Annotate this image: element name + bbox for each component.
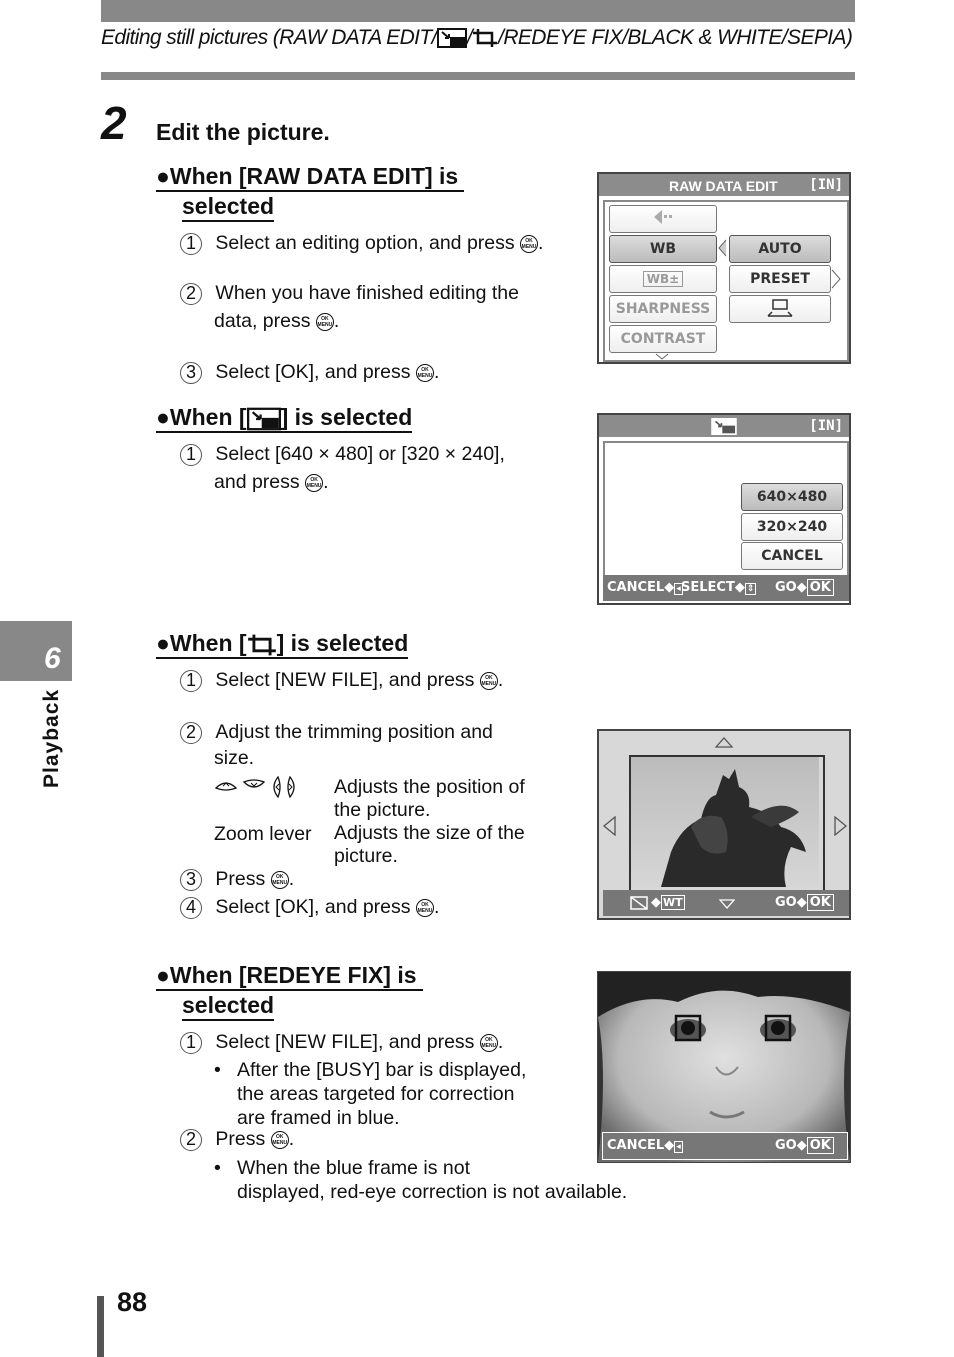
option-cancel[interactable]: CANCEL (741, 542, 843, 570)
trim-box-icon (629, 895, 649, 911)
raw-edit-screen (597, 172, 851, 364)
preset-button[interactable]: PRESET (729, 265, 831, 293)
ok-button-icon: OK MENU (480, 1034, 498, 1052)
cancel-label: CANCEL (607, 580, 665, 595)
left-key-icon: ◂ (676, 584, 681, 594)
trim-frame[interactable] (629, 755, 825, 893)
trim-heading-pre: When [ (169, 630, 247, 656)
trim-screen-bottombar (603, 890, 849, 916)
go-hint: GO◆ OK (775, 895, 834, 910)
resize-item-1-cont: and press OK MENU. (214, 471, 329, 493)
redeye-bullet1-line3: are framed in blue. (237, 1107, 400, 1129)
redeye-heading-2 (182, 992, 274, 1019)
ok-badge: OK (807, 579, 834, 596)
trim-item-2 (180, 720, 493, 745)
raw-item-2 (180, 281, 519, 306)
resize-icon (437, 28, 467, 48)
redeye-item-2-text: Press (215, 1128, 266, 1150)
cancel-label: CANCEL (607, 1138, 665, 1153)
header-title-pre: Editing still pictures (RAW DATA EDIT/ (101, 26, 437, 49)
trim-item-4: 4 Select [OK], and press OK MENU. (180, 895, 439, 920)
item-number: 4 (180, 897, 202, 919)
item-number: 1 (180, 1032, 202, 1054)
bullet-dot: ● (156, 962, 170, 988)
arrow-right-icon (834, 816, 848, 836)
trim-desc1-line2: the picture. (334, 799, 431, 821)
updown-key-icon: ⇕ (746, 584, 755, 594)
raw-heading-line2: selected (182, 193, 274, 222)
contrast-button[interactable]: CONTRAST (609, 325, 717, 353)
ok-badge: OK (807, 894, 834, 911)
page-number-bar (97, 1296, 104, 1357)
raw-item-3-text: Select [OK], and press (215, 361, 411, 383)
redeye-bullet-1-text (237, 1058, 526, 1130)
resize-item-1 (180, 442, 505, 467)
trim-item-3: 3 Press OK MENU. (180, 867, 294, 892)
arrow-left-icon (602, 816, 616, 836)
raw-item-2-text2: data, press (214, 310, 311, 332)
ok-button-icon: OK MENU (305, 474, 323, 492)
arrow-down-icon (655, 353, 669, 360)
wt-label: WT (663, 896, 683, 909)
select-hint: SELECT◆ ⇕ (681, 580, 755, 595)
redeye-item-1: 1 Select [NEW FILE], and press OK MENU. (180, 1030, 503, 1055)
page-number: 88 (117, 1287, 148, 1317)
custom-wb-button[interactable] (729, 295, 831, 323)
resize-heading-post: ] is selected (280, 404, 413, 430)
ok-button-icon: OK MENU (416, 899, 434, 917)
raw-item-3: 3 Select [OK], and press OK MENU. (180, 360, 439, 385)
trim-icon (247, 633, 277, 657)
redeye-bullet-2-text (237, 1156, 627, 1204)
raw-edit-icon (648, 206, 678, 228)
trim-heading (156, 630, 408, 657)
raw-heading (156, 163, 464, 190)
resize-icon (247, 407, 281, 431)
resize-screen (597, 413, 851, 605)
trim-desc2-line1: Adjusts the size of the (334, 822, 525, 844)
redeye-screen-bottombar (602, 1132, 848, 1160)
go-label: GO (775, 580, 797, 595)
resize-item-1-text2: and press (214, 471, 300, 493)
raw-item-1: 1 Select an editing option, and press OK MENU. (180, 231, 543, 256)
header-title-mid: / (466, 26, 473, 49)
ok-button-icon: OK MENU (271, 871, 289, 889)
step-number: 2 (101, 97, 127, 149)
bullet-mark: • (214, 1059, 221, 1081)
wb-adjust-button[interactable] (609, 265, 717, 293)
trim-desc2-line2: picture. (334, 845, 398, 867)
trim-item-2-text1: Adjust the trimming position and (215, 721, 493, 743)
redeye-item-2: 2 Press OK MENU. (180, 1127, 294, 1152)
cancel-hint: CANCEL◆ ◂ (607, 580, 681, 595)
redeye-item-1-text: Select [NEW FILE], and press (215, 1031, 475, 1053)
go-hint: GO◆ OK (775, 580, 834, 595)
resize-heading (156, 404, 412, 431)
trim-item-2-text2: size. (214, 747, 255, 769)
trim-screen (597, 729, 851, 920)
option-640x480[interactable]: 640×480 (741, 483, 843, 511)
ok-badge: OK (807, 1137, 834, 1154)
raw-screen-titlebar (599, 174, 849, 196)
ok-button-icon: OK MENU (416, 364, 434, 382)
trim-item-3-text: Press (215, 868, 266, 890)
wb-adjust-label: WB± (643, 271, 683, 287)
raw-heading-2 (182, 193, 274, 220)
trim-icon (472, 28, 498, 48)
go-label: GO (775, 1138, 797, 1153)
memory-indicator: [IN] (809, 177, 843, 193)
redeye-bullet-1 (214, 1058, 221, 1083)
ok-button-icon: OK MENU (480, 672, 498, 690)
bullet-dot: ● (156, 630, 170, 656)
auto-button[interactable]: AUTO (729, 235, 831, 263)
header-rule (101, 72, 855, 80)
arrow-right-icon (831, 268, 841, 290)
trim-item-4-text: Select [OK], and press (215, 896, 411, 918)
bullet-dot: ● (156, 404, 170, 430)
ok-button-icon: OK MENU (520, 235, 538, 253)
arrow-left-icon (717, 238, 727, 258)
option-320x240[interactable]: 320×240 (741, 513, 843, 541)
raw-item-2-text1: When you have finished editing the (215, 282, 519, 304)
trim-item-1-text: Select [NEW FILE], and press (215, 669, 475, 691)
redeye-heading-line1: When [REDEYE FIX] is (169, 962, 417, 988)
redeye-heading (156, 962, 423, 989)
go-hint: GO◆ OK (775, 1138, 834, 1153)
item-number: 2 (180, 722, 202, 744)
header-title-post: /REDEYE FIX/BLACK & WHITE/SEPIA) (498, 26, 853, 49)
resize-screen-bottombar (603, 575, 849, 601)
bullet-mark: • (214, 1157, 221, 1179)
raw-icon-button[interactable] (609, 205, 717, 233)
select-label: SELECT (681, 580, 735, 595)
cancel-hint: CANCEL◆ ◂ (607, 1138, 681, 1153)
chapter-tab (0, 621, 72, 681)
redeye-bullet2-line1: When the blue frame is not (237, 1157, 471, 1179)
chapter-label (30, 690, 80, 790)
arrow-up-icon (715, 736, 733, 748)
resize-icon (711, 418, 737, 435)
item-number: 3 (180, 869, 202, 891)
zoom-lever-label: Zoom lever (214, 823, 312, 845)
header-title (101, 26, 861, 50)
item-number: 2 (180, 1129, 202, 1151)
sharpness-button[interactable]: SHARPNESS (609, 295, 717, 323)
trim-desc1-line1: Adjusts the position of (334, 776, 525, 798)
redeye-bullet1-line2: the areas targeted for correction (237, 1083, 515, 1105)
statue-photo (631, 757, 819, 887)
resize-screen-titlebar (599, 415, 849, 437)
ok-button-icon: OK MENU (316, 313, 334, 331)
item-number: 1 (180, 444, 202, 466)
header-bar (101, 0, 855, 22)
redeye-bullet1-line1: After the [BUSY] bar is displayed, (237, 1059, 527, 1081)
wb-button[interactable]: WB (609, 235, 717, 263)
custom-wb-icon (760, 296, 800, 320)
bullet-dot: ● (156, 163, 170, 189)
raw-screen-title: RAW DATA EDIT (669, 178, 778, 194)
item-number: 1 (180, 670, 202, 692)
chapter-number: 6 (44, 642, 61, 675)
memory-indicator: [IN] (809, 418, 843, 434)
item-number: 3 (180, 362, 202, 384)
raw-heading-line1: When [RAW DATA EDIT] is (169, 163, 459, 189)
raw-item-2-cont: data, press OK MENU. (214, 310, 340, 332)
go-label: GO (775, 895, 797, 910)
item-number: 2 (180, 283, 202, 305)
wt-hint: ◆ WT (651, 895, 683, 910)
arrow-down-icon (719, 899, 735, 909)
redeye-bullet-2 (214, 1156, 221, 1181)
trim-table-row1-desc (334, 776, 525, 822)
redeye-heading-line2: selected (182, 992, 274, 1021)
resize-heading-pre: When [ (169, 404, 247, 430)
raw-item-1-text: Select an editing option, and press (215, 232, 515, 254)
ok-button-icon: OK MENU (271, 1131, 289, 1149)
redeye-screen (597, 971, 851, 1163)
step-title: Edit the picture. (156, 119, 330, 145)
arrow-pad-icon (214, 776, 300, 798)
trim-heading-post: ] is selected (276, 630, 409, 656)
resize-item-1-text1: Select [640 × 480] or [320 × 240], (215, 443, 505, 465)
item-number: 1 (180, 233, 202, 255)
trim-table-row2-desc (334, 822, 525, 868)
left-key-icon: ◂ (676, 1142, 681, 1152)
redeye-bullet2-line2: displayed, red-eye correction is not available. (237, 1181, 628, 1203)
chapter-label-text: Playback (40, 688, 63, 788)
trim-item-1: 1 Select [NEW FILE], and press OK MENU. (180, 668, 503, 693)
